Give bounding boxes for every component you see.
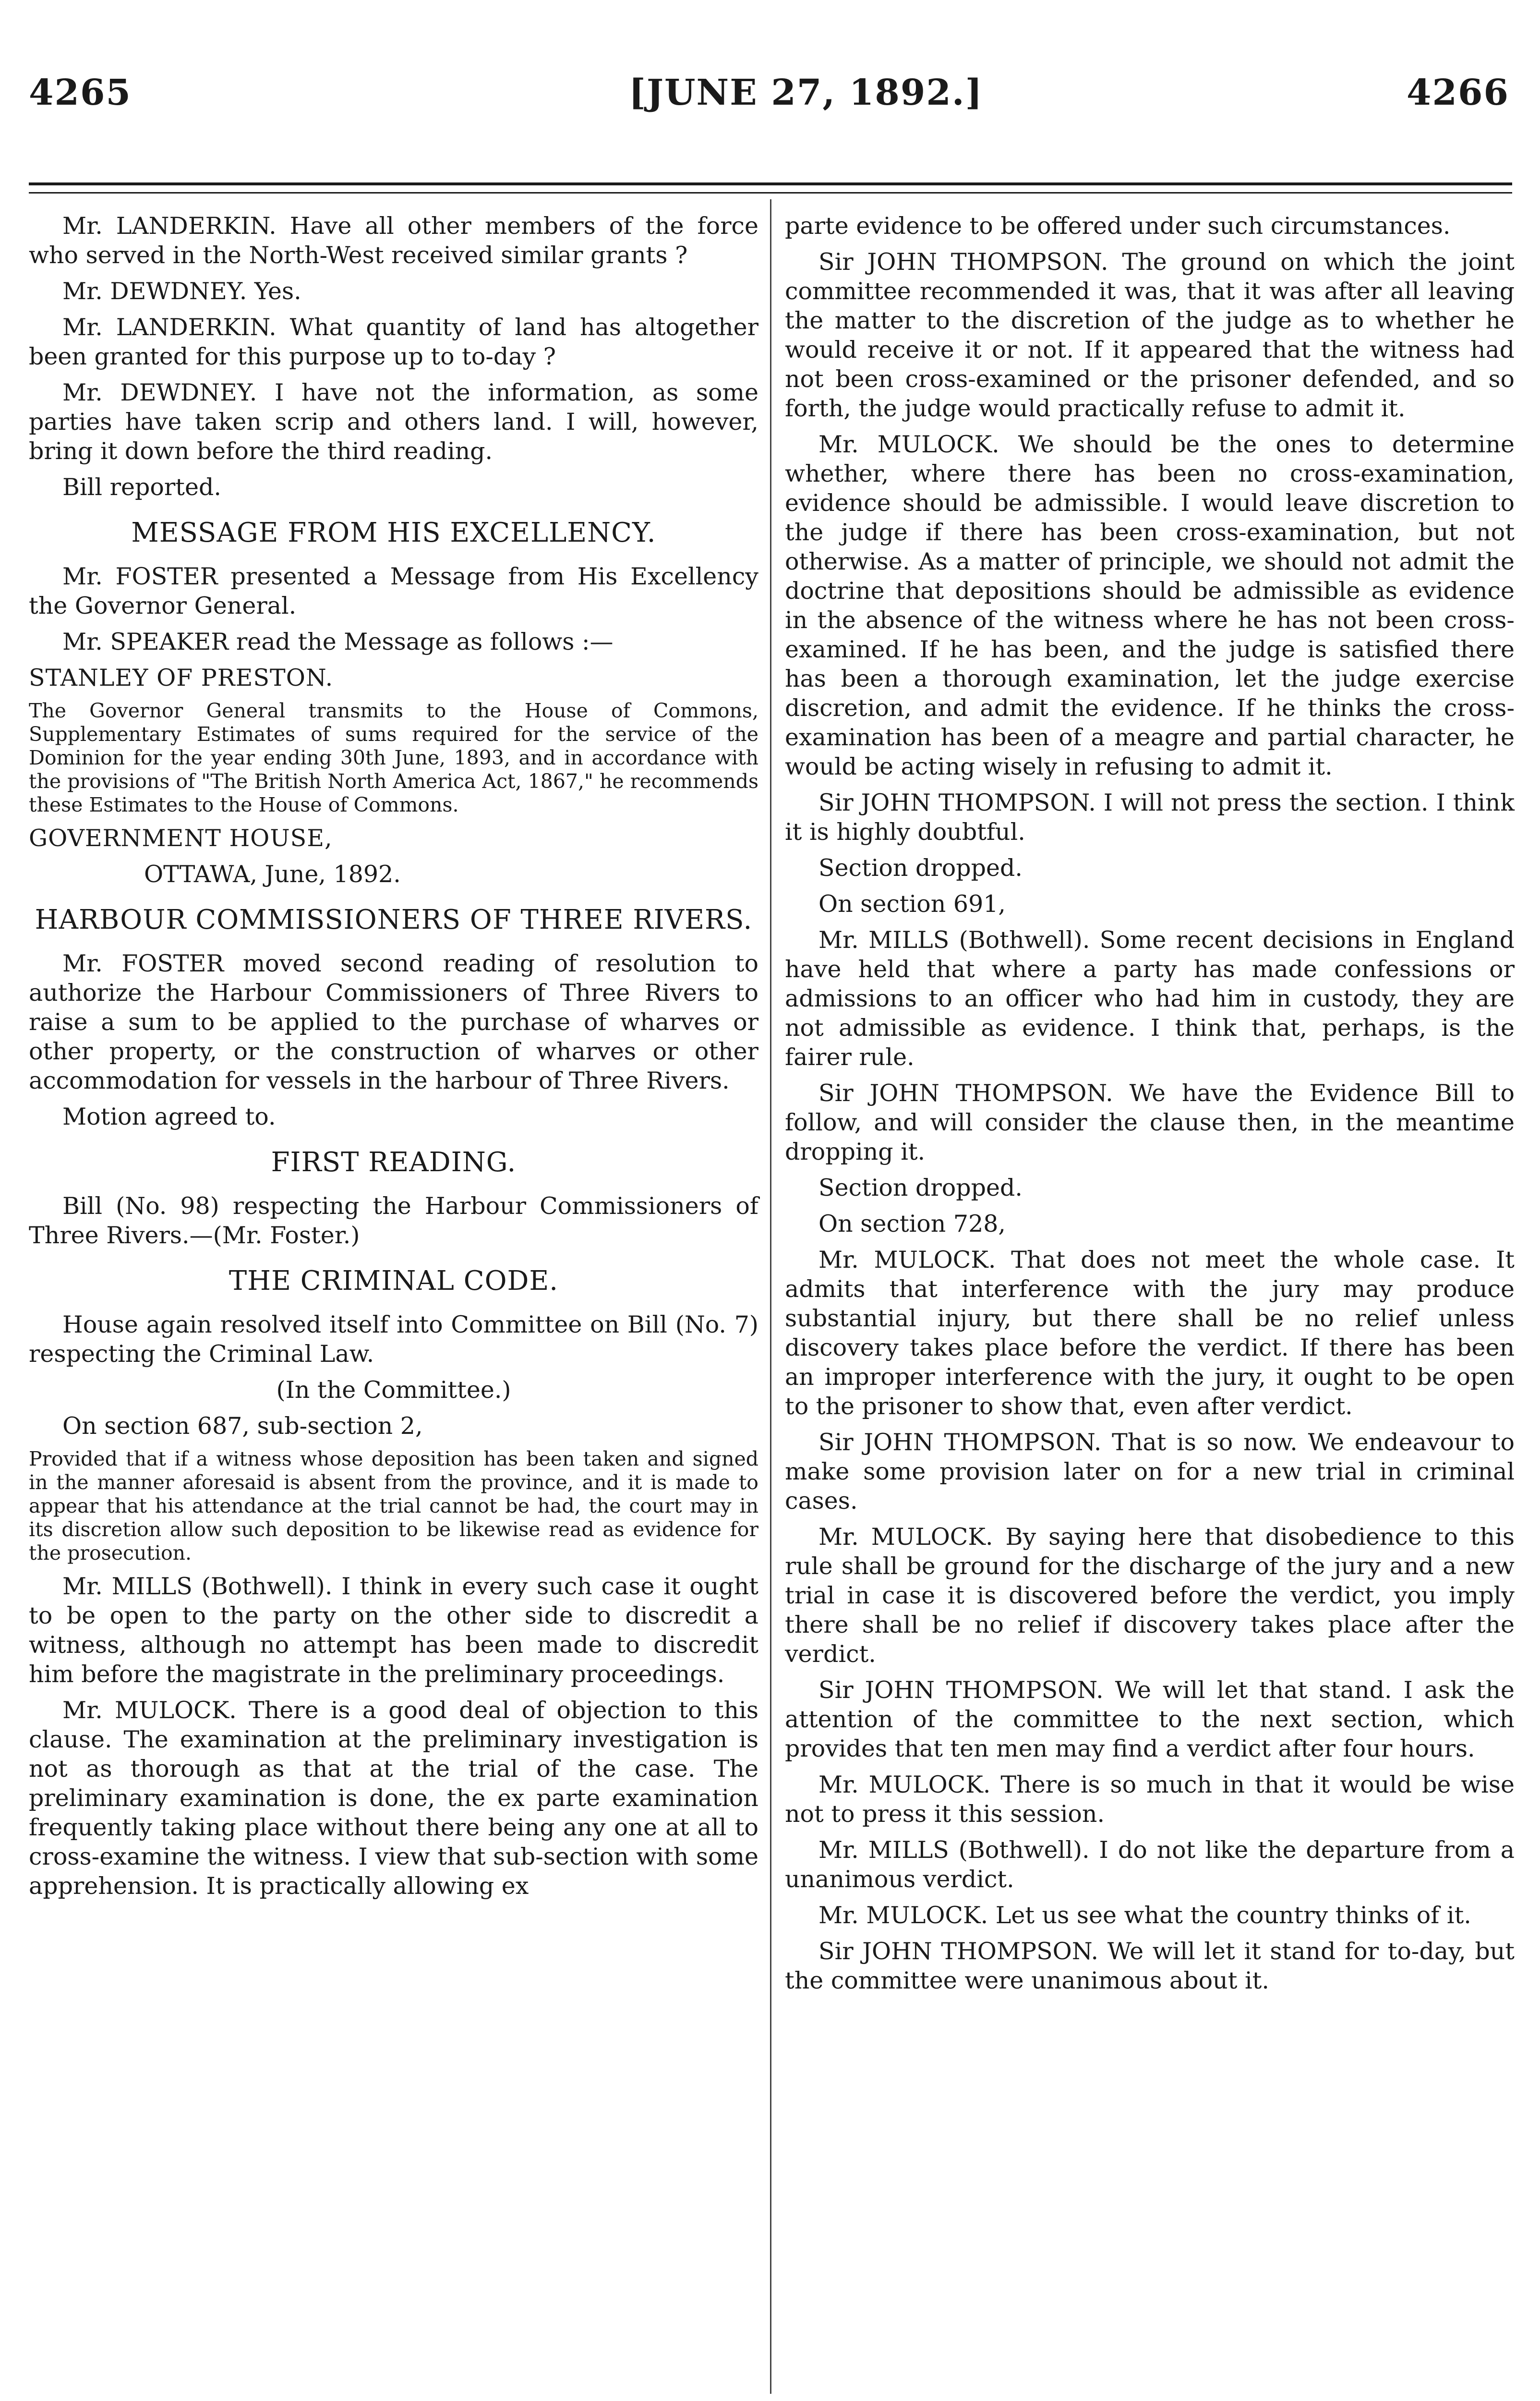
section-heading: HARBOUR COMMISSIONERS OF THREE RIVERS. [35, 904, 753, 935]
section-heading: THE CRIMINAL CODE. [229, 1265, 559, 1297]
paragraph: Sir JOHN THOMPSON. The ground on which the joint committee recommended it was, that it was after all leaving the matter to the discretion of the judge as to whether he would receive it or not. If it appeared that the witness had not been cross-examined or the prisoner defended, and so forth, the judge would practically refuse to admit it. [785, 248, 1515, 422]
paragraph: Section dropped. [818, 1174, 1023, 1201]
paragraph: Mr. FOSTER presented a Message from His Excellency the Governor General. [29, 563, 758, 619]
signature-line: OTTAWA, June, 1892. [144, 861, 401, 888]
left-page-number: 4265 [29, 72, 132, 113]
header-rule-thick [29, 182, 1512, 185]
paragraph: Mr. MULOCK. By saying here that disobedience to this rule shall be ground for the discharge of the jury and a new trial in case it is discovered before the verdict, you imply there shall be no relief if discovery takes place after the verdict. [785, 1523, 1515, 1668]
signature-line: GOVERNMENT HOUSE, [29, 825, 333, 852]
quoted-text: The Governor General transmits to the House of Commons, Supplementary Estimates of sums required for the service of the Dominion for the year ending 30th June, 1893, and in accordance with the provisions of "The British North America Act, 1867," he recommends these Estimates to the House of Commons. [29, 699, 758, 816]
paragraph: Bill (No. 98) respecting the Harbour Commissioners of Three Rivers.—(Mr. Foster.) [29, 1192, 758, 1249]
paragraph: Mr. FOSTER moved second reading of resolution to authorize the Harbour Commissioners of Three Rivers to raise a sum to be applied to the purchase of wharves or other property, or the construction of wharves or other accommodation for vessels in the harbour of Three Rivers. [29, 950, 758, 1094]
paragraph: Mr. SPEAKER read the Message as follows :— [62, 628, 614, 655]
paragraph: On section 687, sub-section 2, [62, 1412, 423, 1440]
paragraph: Mr. MILLS (Bothwell). I think in every such case it ought to be open to the party on the other side to discredit a witness, although no attempt has been made to discredit him before the magistrate in the preliminary proceedings. [29, 1573, 758, 1688]
section-heading: MESSAGE FROM HIS EXCELLENCY. [131, 517, 656, 548]
paragraph: Section dropped. [818, 854, 1023, 882]
paragraph: Sir JOHN THOMPSON. We will let that stand. I ask the attention of the committee to the next section, which provides that ten men may find a verdict after four hours. [785, 1676, 1515, 1762]
paragraph: Sir JOHN THOMPSON. I will not press the section. I think it is highly doubtful. [785, 789, 1515, 846]
paragraph: Mr. DEWDNEY. I have not the information, as some parties have taken scrip and others land. I will, however, bring it down before the third reading. [29, 379, 758, 465]
paragraph: Bill reported. [62, 473, 221, 501]
quoted-text: Provided that if a witness whose deposition has been taken and signed in the manner aforesaid is absent from the province, and it is made to appear that his attendance at the trial cannot be had, the court may in its discretion allow such deposition to be likewise read as evidence for the prosecution. [29, 1447, 758, 1564]
paragraph: Mr. MULOCK. Let us see what the country thinks of it. [818, 1902, 1471, 1929]
paragraph: Mr. MULOCK. We should be the ones to determine whether, where there has been no cross-examination, evidence should be admissible. I would leave discretion to the judge if there has been cross-examination, but not otherwise. As a matter of principle, we should not admit the doctrine that depositions should be admissible as evidence in the absence of the witness where he has not been cross-examined. If he has been, and the judge is satisfied there has been a thorough examination, let the judge exercise discretion, and admit the evidence. If he thinks the cross-examination has been of a meagre and partial character, he would be acting wisely in refusing to admit it. [785, 431, 1515, 780]
paragraph: Mr. MULOCK. That does not meet the whole case. It admits that interference with the jury may produce substantial injury, but there shall be no relief unless discovery takes place before the verdict. If there has been an improper interference with the jury, it ought to be open to the prisoner to show that, even after verdict. [785, 1246, 1515, 1420]
paragraph: Mr. MILLS (Bothwell). Some recent decisions in England have held that where a party has made confessions or admissions to an officer who had him in custody, they are not admissible as evidence. I think that, perhaps, is the fairer rule. [785, 926, 1515, 1071]
column-divider [770, 199, 771, 2394]
paragraph: On section 691, [818, 890, 1006, 918]
paragraph: On section 728, [818, 1210, 1006, 1237]
committee-note: (In the Committee.) [276, 1376, 511, 1404]
paragraph: Sir JOHN THOMPSON. We will let it stand for to-day, but the committee were unanimous about it. [785, 1938, 1515, 1994]
signature-line: STANLEY OF PRESTON. [29, 664, 334, 691]
paragraph: Mr. MULOCK. There is so much in that it would be wise not to press it this session. [785, 1771, 1515, 1828]
paragraph: Mr. MULOCK. There is a good deal of objection to this clause. The examination at the preliminary investigation is not as thorough as that at the trial of the case. The preliminary examination is done, the ex parte examination frequently taking place without there being any one at all to cross-examine the witness. I view that sub-section with some apprehension. It is practically allowing ex [29, 1697, 758, 1900]
paragraph: Mr. LANDERKIN. Have all other members of the force who served in the North-West received similar grants ? [29, 212, 758, 269]
paragraph: Sir JOHN THOMPSON. That is so now. We endeavour to make some provision later on for a new trial in criminal cases. [785, 1429, 1515, 1515]
header-rule-thin [29, 192, 1512, 194]
section-heading: FIRST READING. [271, 1147, 517, 1178]
paragraph: Sir JOHN THOMPSON. We have the Evidence Bill to follow, and will consider the clause then, in the meantime dropping it. [785, 1079, 1515, 1165]
page-date: [JUNE 27, 1892.] [629, 72, 983, 113]
paragraph: Mr. LANDERKIN. What quantity of land has altogether been granted for this purpose up to to-day ? [29, 314, 758, 370]
paragraph: parte evidence to be offered under such circumstances. [785, 212, 1451, 240]
paragraph: Motion agreed to. [62, 1103, 276, 1130]
right-page-number: 4266 [1407, 72, 1509, 113]
paragraph: House again resolved itself into Committee on Bill (No. 7) respecting the Criminal Law. [29, 1311, 758, 1368]
paragraph: Mr. MILLS (Bothwell). I do not like the departure from a unanimous verdict. [785, 1836, 1515, 1893]
left-column [29, 211, 758, 1907]
right-column [785, 211, 1515, 2002]
paragraph: Mr. DEWDNEY. Yes. [62, 278, 301, 305]
